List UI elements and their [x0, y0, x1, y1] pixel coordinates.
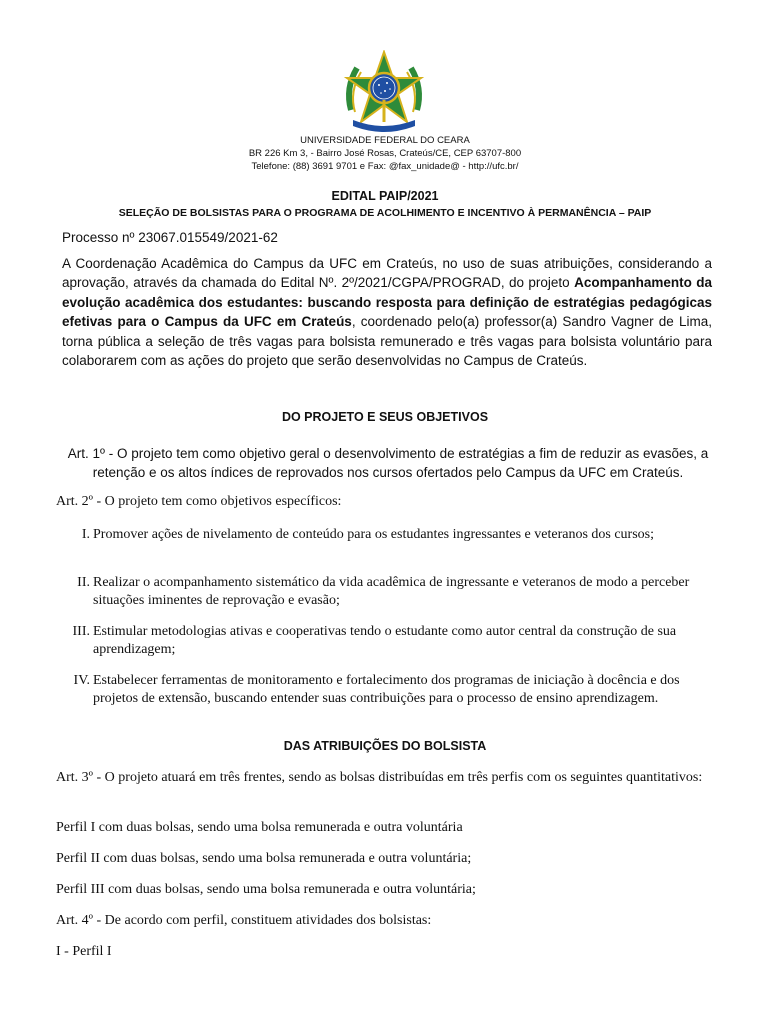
project-name: Acompanhamento da evolução acadêmica dos estudantes: buscando resposta para definição de estratégias pedagógicas efetivas para o Campus da UFC em Crateús	[62, 275, 712, 330]
item-text: Promover ações de nivelamento de conteúdo para os estudantes ingressantes e veteranos dos cursos;	[93, 527, 654, 542]
item-text: Estabelecer ferramentas de monitoramento e fortalecimento dos programas de iniciação à docência e dos projetos de extensão, buscando entender suas contribuições para o processo de ensino aprendizagem.	[93, 673, 680, 706]
profile-3: Perfil III com duas bolsas, sendo uma bolsa remunerada e outra voluntária;	[56, 882, 476, 897]
objective-item	[62, 526, 712, 544]
article-3: Art. 3º - O projeto atuará em três frentes, sendo as bolsas distribuídas em três perfis com os seguintes quantitativos:	[56, 770, 703, 785]
institution-address: BR 226 Km 3, - Bairro José Rosas, Crateús/CE, CEP 63707-800	[248, 148, 522, 159]
process-number: Processo nº 23067.015549/2021-62	[62, 230, 278, 245]
intro-text-start: A Coordenação Acadêmica do Campus da UFC em Crateús, no uso de suas atribuições, considerando a aprovação, através da chamada do Edital Nº. 2º/2021/CGPA/PROGRAD, do projeto	[62, 256, 712, 291]
institution-contact: Telefone: (88) 3691 9701 e Fax: @fax_unidade@ - http://ufc.br/	[251, 161, 519, 172]
profile-1: Perfil I com duas bolsas, sendo uma bolsa remunerada e outra voluntária	[56, 820, 463, 835]
article-1: Art. 1º - O projeto tem como objetivo geral o desenvolvimento de estratégias a fim de reduzir as evasões, a retenção e os altos índices de reprovados nos cursos ofertados pelo Campus da UFC em Crateús.	[67, 446, 709, 480]
coat-of-arms-icon	[341, 50, 427, 132]
item-number: II.	[77, 575, 90, 590]
objective-item	[62, 672, 712, 708]
institution-name: UNIVERSIDADE FEDERAL DO CEARA	[300, 135, 470, 146]
article-2: Art. 2º - O projeto tem como objetivos específicos:	[56, 494, 342, 509]
institution-header	[0, 134, 770, 173]
objective-item	[62, 574, 712, 610]
intro-paragraph	[62, 254, 712, 370]
section-heading-duties: DAS ATRIBUIÇÕES DO BOLSISTA	[283, 739, 487, 753]
item-text: Realizar o acompanhamento sistemático da vida acadêmica de ingressante e veteranos de modo a perceber situações iminentes de reprovação e evasão;	[93, 575, 690, 608]
item-number: IV.	[73, 673, 90, 688]
document-title: EDITAL PAIP/2021	[331, 189, 439, 203]
section-heading-objectives: DO PROJETO E SEUS OBJETIVOS	[281, 410, 489, 424]
article-4: Art. 4º - De acordo com perfil, constituem atividades dos bolsistas:	[56, 913, 432, 928]
profile-heading: I - Perfil I	[56, 944, 112, 959]
document-subtitle: SELEÇÃO DE BOLSISTAS PARA O PROGRAMA DE ACOLHIMENTO E INCENTIVO À PERMANÊNCIA – PAIP	[118, 207, 652, 219]
item-text: Estimular metodologias ativas e cooperativas tendo o estudante como autor central da construção de sua aprendizagem;	[93, 624, 677, 657]
objective-item	[62, 623, 712, 659]
item-number: III.	[72, 624, 90, 639]
item-number: I.	[81, 527, 90, 542]
profile-2: Perfil II com duas bolsas, sendo uma bolsa remunerada e outra voluntária;	[56, 851, 472, 866]
intro-text-end: , coordenado pelo(a) professor(a) Sandro Vagner de Lima, torna pública a seleção de três vagas para bolsista remunerado e três vagas para bolsista voluntário para colaborarem com as ações do projeto que serão desenvolvidas no Campus de Crateús.	[62, 314, 713, 369]
